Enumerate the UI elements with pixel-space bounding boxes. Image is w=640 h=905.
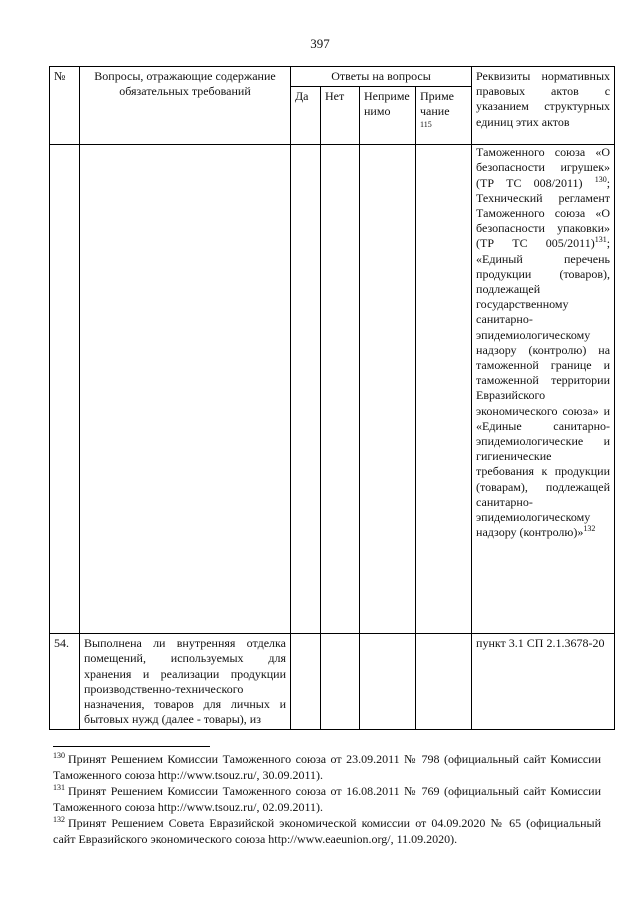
page-number: 397	[310, 36, 330, 51]
header-note-label: Приме чание	[420, 89, 455, 119]
footnote-ref-131: 131	[594, 235, 607, 245]
footnote-text: Принят Решением Комиссии Таможенного союза от 23.09.2011 № 798 (официальный сайт Комиссии Таможенного союза http://www.tsouz.ru/, 30.09.2011).	[53, 752, 601, 782]
header-answers: Ответы на вопросы	[291, 67, 472, 87]
row-cont-not-applicable	[360, 145, 416, 634]
footnote-131	[53, 784, 601, 815]
footnote-number: 132	[53, 815, 65, 825]
header-not-applicable: Неприме нимо	[360, 87, 416, 145]
row-54-requisites: пункт 3.1 СП 2.1.3678-20	[472, 634, 615, 730]
footnote-ref-130: 130	[594, 174, 607, 184]
requisites-text-3: ; «Единый перечень продукции (товаров), подлежащей государственному санитарно-эпидемиологическому надзору (контролю) на таможенной границе и таможенной территории Евразийского экономического союза» и «Единые санитарно-эпидемиологические и гигиенические требования к продукции (товарам), подлежащей санитарно-эпидемиологическому надзору (контролю)»	[476, 236, 611, 540]
row-54-yes	[291, 634, 321, 730]
footnote-text: Принят Решением Совета Евразийской экономической комиссии от 04.09.2020 № 65 (официальный сайт Евразийского экономического союза http://www.eaeunion.org/, 11.09.2020).	[53, 816, 601, 846]
header-num: №	[50, 67, 80, 145]
footnote-number: 131	[53, 783, 65, 793]
row-54-num: 54.	[50, 634, 80, 730]
row-54-note	[416, 634, 472, 730]
header-note	[416, 87, 472, 145]
row-cont-num	[50, 145, 80, 634]
footnote-number: 130	[53, 751, 65, 760]
footnote-132	[53, 816, 601, 847]
header-no: Нет	[321, 87, 360, 145]
header-requisites: Реквизиты нормативных правовых актов с указанием структурных единиц этих актов	[472, 67, 615, 145]
header-row-1	[50, 67, 615, 87]
footnote-text: Принят Решением Комиссии Таможенного союза от 16.08.2011 № 769 (официальный сайт Комиссии Таможенного союза http://www.tsouz.ru/, 02.09.2011).	[53, 784, 601, 814]
footnotes	[53, 752, 601, 849]
row-cont-no	[321, 145, 360, 634]
row-54-not-applicable	[360, 634, 416, 730]
row-cont-requisites	[472, 145, 615, 634]
row-cont-yes	[291, 145, 321, 634]
requisites-text-1: Таможенного союза «О безопасности игрушек» (ТР ТС 008/2011)	[476, 145, 611, 190]
requisites-text-2: ; Технический регламент Таможенного союза «О безопасности упаковки» (ТР ТС 005/2011)	[476, 175, 611, 251]
row-cont-note	[416, 145, 472, 634]
table-row	[50, 145, 615, 634]
table-row	[50, 634, 615, 730]
row-54-no	[321, 634, 360, 730]
footnote-divider	[53, 746, 210, 747]
checklist-table	[49, 66, 615, 730]
footnote-ref-132: 132	[583, 524, 596, 534]
footnote-130	[53, 752, 601, 783]
header-note-sup: 115	[420, 119, 432, 129]
row-54-question: Выполнена ли внутренняя отделка помещений, используемых для хранения и реализации продукции производственно-технического назначения, товаров для личных и бытовых нужд (далее - товары), из	[80, 634, 291, 730]
row-cont-question	[80, 145, 291, 634]
header-questions: Вопросы, отражающие содержание обязательных требований	[80, 67, 291, 145]
header-yes: Да	[291, 87, 321, 145]
